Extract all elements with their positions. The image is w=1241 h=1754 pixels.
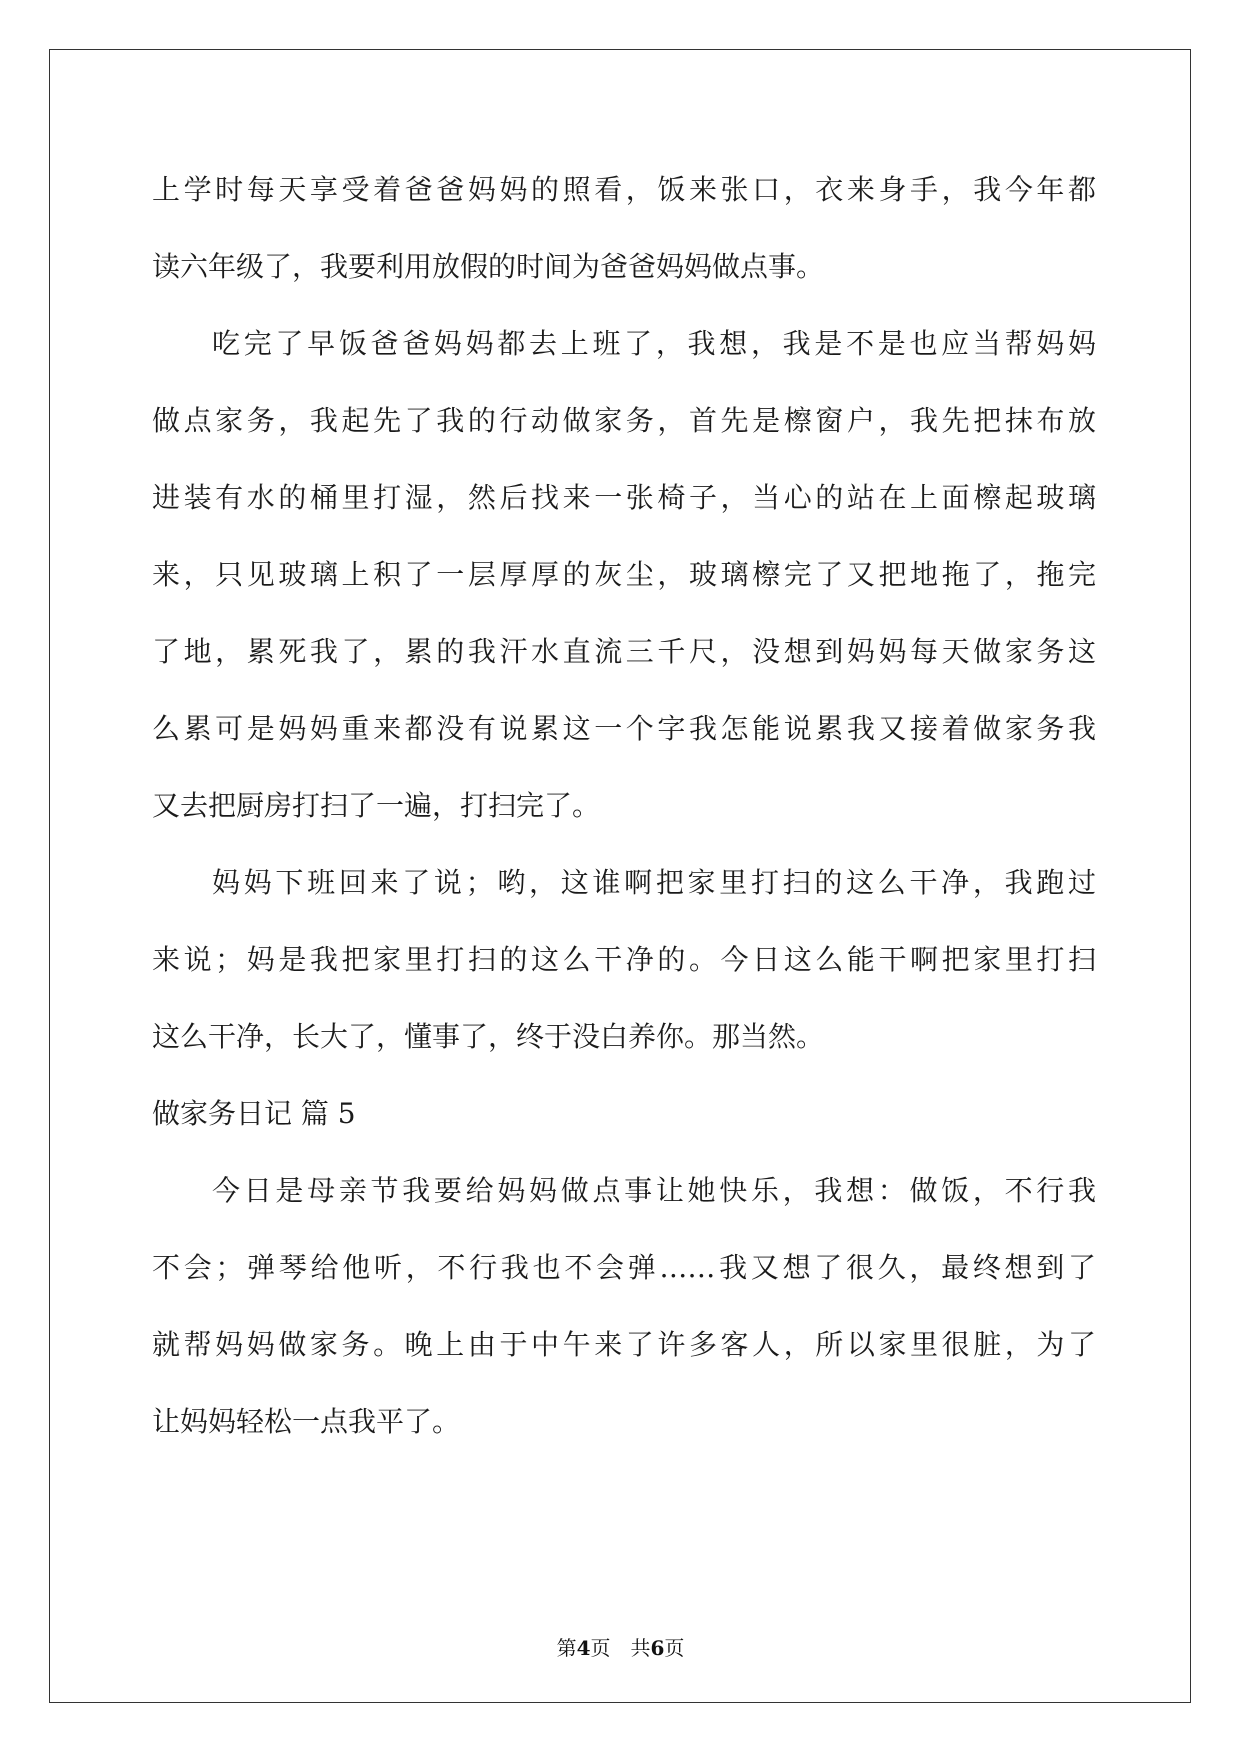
paragraph-line: 么累可是妈妈重来都没有说累这一个字我怎能说累我又接着做家务我 xyxy=(152,712,1096,745)
page-footer xyxy=(0,1632,1241,1661)
paragraph-line: 让妈妈轻松一点我平了。 xyxy=(152,1405,461,1438)
paragraph-line: 这么干净，长大了，懂事了，终于没白养你。那当然。 xyxy=(152,1020,825,1053)
footer-prefix: 第 xyxy=(556,1636,577,1660)
paragraph-line: 妈妈下班回来了说；哟，这谁啊把家里打扫的这么干净，我跑过 xyxy=(212,866,1096,899)
paragraph-line: 又去把厨房打扫了一遍，打扫完了。 xyxy=(152,789,601,822)
paragraph-line: 今日是母亲节我要给妈妈做点事让她快乐，我想：做饭，不行我 xyxy=(212,1174,1096,1207)
footer-total-prefix: 共 xyxy=(630,1636,651,1660)
paragraph-line: 来，只见玻璃上积了一层厚厚的灰尘，玻璃檫完了又把地拖了，拖完 xyxy=(152,558,1096,591)
paragraph-line: 进装有水的桶里打湿，然后找来一张椅子，当心的站在上面檫起玻璃 xyxy=(152,481,1096,514)
paragraph-line: 不会；弹琴给他听，不行我也不会弹……我又想了很久，最终想到了 xyxy=(152,1251,1096,1284)
footer-page-suffix: 页 xyxy=(590,1636,611,1660)
footer-total-suffix: 页 xyxy=(664,1636,685,1660)
paragraph-line: 上学时每天享受着爸爸妈妈的照看，饭来张口，衣来身手，我今年都 xyxy=(152,173,1096,206)
paragraph-line: 了地，累死我了，累的我汗水直流三千尺，没想到妈妈每天做家务这 xyxy=(152,635,1096,668)
paragraph-line: 读六年级了，我要利用放假的时间为爸爸妈妈做点事。 xyxy=(152,250,825,283)
paragraph-line: 来说；妈是我把家里打扫的这么干净的。今日这么能干啊把家里打扫 xyxy=(152,943,1096,976)
paragraph-line: 做点家务，我起先了我的行动做家务，首先是檫窗户，我先把抹布放 xyxy=(152,404,1096,437)
paragraph-line: 就帮妈妈做家务。晚上由于中午来了许多客人，所以家里很脏，为了 xyxy=(152,1328,1096,1361)
section-heading: 做家务日记 篇 5 xyxy=(152,1097,356,1130)
footer-total-pages: 6 xyxy=(650,1636,665,1660)
document-body xyxy=(152,160,1096,1469)
footer-page-number: 4 xyxy=(576,1636,591,1660)
paragraph-line: 吃完了早饭爸爸妈妈都去上班了，我想，我是不是也应当帮妈妈 xyxy=(212,327,1096,360)
